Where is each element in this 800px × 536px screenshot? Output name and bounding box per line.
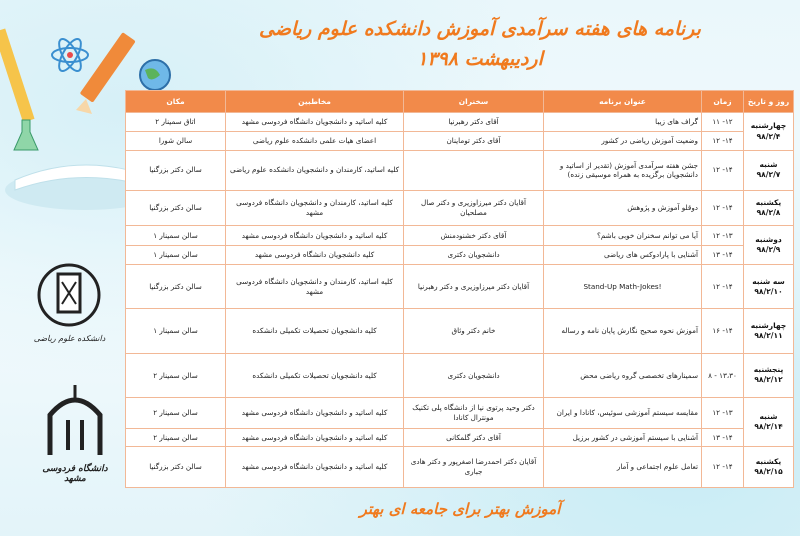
day-cell: شنبه ۹۸/۲/۱۴ [744,398,794,447]
table-header-row [126,91,794,113]
audience-cell: کلیه اساتید، کارمندان و دانشجویان دانشگاه فردوسی مشهد [226,265,404,309]
table-row [126,398,794,429]
place-cell: سالن سمینار ۲ [126,429,226,447]
place-cell: سالن سمینار ۲ [126,353,226,397]
table-row [126,226,794,246]
place-cell: سالن شورا [126,132,226,151]
ruler-icon [0,28,35,122]
university-logo-text: دانشگاه فردوسی مشهد [42,464,108,484]
time-cell: ۱۴- ۱۲ [702,150,744,190]
day-cell: شنبه ۹۸/۲/۷ [744,150,794,190]
place-cell: سالن دکتر بزرگنیا [126,265,226,309]
program-cell: آشنایی با پارادوکس های ریاضی [544,246,702,265]
audience-cell: کلیه اساتید و دانشجویان دانشگاه فردوسی مشهد [226,429,404,447]
place-cell: سالن دکتر بزرگنیا [126,150,226,190]
table-row [126,113,794,132]
audience-cell: کلیه اساتید، کارمندان و دانشجویان دانشگاه فردوسی مشهد [226,190,404,225]
audience-cell: کلیه اساتید و دانشجویان دانشگاه فردوسی مشهد [226,446,404,487]
speaker-cell: دانشجویان دکتری [404,246,544,265]
program-cell: دوقلو آموزش و پژوهش [544,190,702,225]
audience-cell: کلیه اساتید، کارمندان و دانشجویان دانشکده علوم ریاضی [226,150,404,190]
place-cell: سالن سمینار ۱ [126,309,226,353]
program-cell: Stand-Up Math-Jokes! [544,265,702,309]
time-cell: ۱۴- ۱۲ [702,190,744,225]
header-time: زمان [702,91,744,113]
table-row [126,150,794,190]
day-cell: سه شنبه ۹۸/۲/۱۰ [744,265,794,309]
audience-cell: کلیه اساتید و دانشجویان دانشگاه فردوسی مشهد [226,398,404,429]
header-speaker: سخنران [404,91,544,113]
table-row [126,246,794,265]
page-title: برنامه های هفته سرآمدی آموزش دانشکده علوم ریاضی [259,18,701,40]
audience-cell: کلیه دانشجویان دانشگاه فردوسی مشهد [226,246,404,265]
program-cell: آموزش نحوه صحیح نگارش پایان نامه و رساله [544,309,702,353]
speaker-cell: آقایان دکتر احمدرضا اصغرپور و دکتر هادی جباری [404,446,544,487]
day-cell: یکشنبه ۹۸/۲/۸ [744,190,794,225]
day-cell: پنجشنبه ۹۸/۲/۱۲ [744,353,794,397]
table-row [126,429,794,447]
program-cell: مقایسه سیستم آموزشی سوئیس، کانادا و ایران [544,398,702,429]
table-row [126,265,794,309]
book-logo-icon [22,260,117,330]
day-cell: چهارشنبه ۹۸/۲/۴ [744,113,794,151]
university-logo [30,380,120,490]
time-cell: ۱۲- ۱۱ [702,113,744,132]
header-place: مکان [126,91,226,113]
program-cell: سمینارهای تخصصی گروه ریاضی محض [544,353,702,397]
speaker-cell: آقایان دکتر میرزاوزیری و دکتر رهبرنیا [404,265,544,309]
globe-icon [140,60,170,90]
speaker-cell: آقای دکتر توماینان [404,132,544,151]
time-cell: ۱۳،۳۰ - ۸ [702,353,744,397]
place-cell: سالن دکتر بزرگنیا [126,446,226,487]
header-day: روز و تاریخ [744,91,794,113]
time-cell: ۱۳- ۱۲ [702,398,744,429]
footer-slogan: آموزش بهتر برای جامعه ای بهتر [359,500,561,518]
place-cell: سالن سمینار ۲ [126,398,226,429]
faculty-logo [22,260,117,355]
speaker-cell: آقایان دکتر میرزاوزیری و دکتر صال مصلحیان [404,190,544,225]
time-cell: ۱۴- ۱۳ [702,429,744,447]
program-cell: تعامل علوم اجتماعی و آمار [544,446,702,487]
page-subtitle: اردیبهشت ۱۳۹۸ [417,48,543,70]
flask-icon [14,120,38,150]
audience-cell: اعضای هیات علمی دانشکده علوم ریاضی [226,132,404,151]
table-row [126,353,794,397]
faculty-logo-text: دانشکده علوم ریاضی [33,334,106,343]
speaker-cell: آقای دکتر گلمکانی [404,429,544,447]
time-cell: ۱۳- ۱۲ [702,226,744,246]
day-cell: یکشنبه ۹۸/۲/۱۵ [744,446,794,487]
program-cell: جشن هفته سرآمدی آموزش (تقدیر از اساتید و دانشجویان برگزیده به همراه موسیقی زنده) [544,150,702,190]
place-cell: سالن سمینار ۱ [126,246,226,265]
header-program: عنوان برنامه [544,91,702,113]
time-cell: ۱۴- ۱۳ [702,246,744,265]
speaker-cell: دکتر وحید پرتوی نیا از دانشگاه پلی تکنیک مونترال کانادا [404,398,544,429]
place-cell: سالن دکتر بزرگنیا [126,190,226,225]
atom-icon [52,36,88,74]
header-audience: مخاطبین [226,91,404,113]
table-row [126,446,794,487]
speaker-cell: آقای دکتر رهبرنیا [404,113,544,132]
speaker-cell [404,150,544,190]
schedule-table [125,90,794,488]
place-cell: سالن سمینار ۱ [126,226,226,246]
table-row [126,132,794,151]
time-cell: ۱۴- ۱۲ [702,132,744,151]
program-cell: آیا می توانم سخنران خوبی باشم؟ [544,226,702,246]
audience-cell: کلیه اساتید و دانشجویان دانشگاه فردوسی مشهد [226,226,404,246]
day-cell: دوشنبه ۹۸/۲/۹ [744,226,794,265]
time-cell: ۱۴- ۱۲ [702,446,744,487]
table-row [126,309,794,353]
audience-cell: کلیه دانشجویان تحصیلات تکمیلی دانشکده [226,353,404,397]
day-cell: چهارشنبه ۹۸/۲/۱۱ [744,309,794,353]
table-row [126,190,794,225]
time-cell: ۱۴- ۱۲ [702,265,744,309]
audience-cell: کلیه اساتید و دانشجویان دانشگاه فردوسی مشهد [226,113,404,132]
program-cell: آشنایی با سیستم آموزشی در کشور برزیل [544,429,702,447]
time-cell: ۱۴- ۱۶ [702,309,744,353]
speaker-cell: آقای دکتر خشنودمنش [404,226,544,246]
place-cell: اتاق سمینار ۲ [126,113,226,132]
program-cell: وضعیت آموزش ریاضی در کشور [544,132,702,151]
university-emblem-icon [30,380,120,460]
audience-cell: کلیه دانشجویان تحصیلات تکمیلی دانشکده [226,309,404,353]
speaker-cell: خانم دکتر وثاق [404,309,544,353]
program-cell: گراف های زیبا [544,113,702,132]
speaker-cell: دانشجویان دکتری [404,353,544,397]
